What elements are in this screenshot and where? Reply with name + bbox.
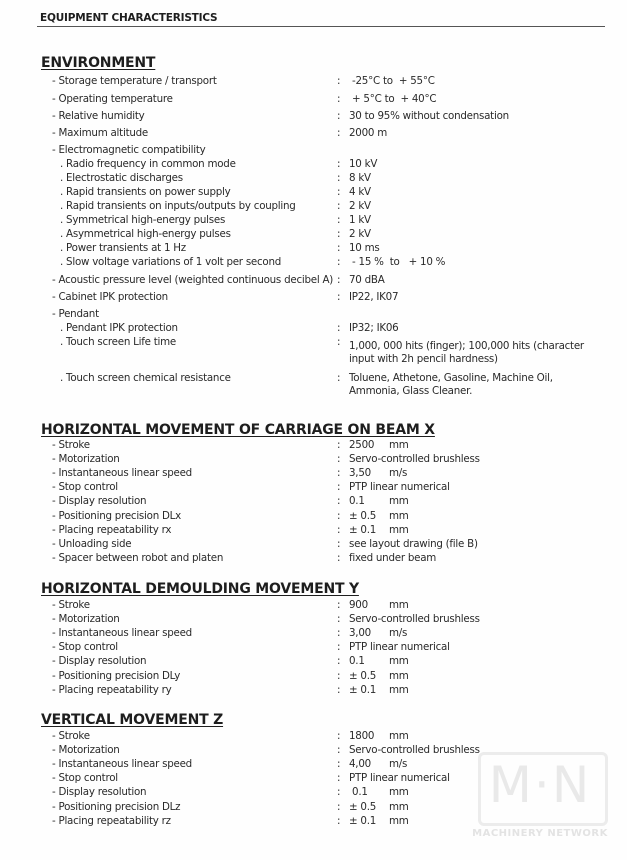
spec-value: + 5°C to + 40°C xyxy=(349,93,437,105)
spec-label: - Acoustic pressure level (weighted continuous decibel A) xyxy=(52,274,334,286)
spec-label: - Display resolution xyxy=(52,495,147,508)
colon: : xyxy=(337,322,341,334)
spec-label: - Display resolution xyxy=(52,786,147,799)
spec-unit: mm xyxy=(389,786,409,799)
section-title-beam-x: HORIZONTAL MOVEMENT OF CARRIAGE ON BEAM X xyxy=(41,422,435,438)
colon: : xyxy=(337,158,341,170)
colon: : xyxy=(337,256,341,268)
spec-label: . Radio frequency in common mode xyxy=(60,158,236,170)
spec-label: . Asymmetrical high-energy pulses xyxy=(60,228,231,240)
spec-number: ± 0.5 xyxy=(349,669,377,682)
spec-label: - Storage temperature / transport xyxy=(52,75,217,87)
colon: : xyxy=(337,599,341,611)
spec-unit: m/s xyxy=(389,758,408,771)
watermark-text: MACHINERY NETWORK xyxy=(472,828,608,839)
colon: : xyxy=(337,669,341,682)
spec-label: - Cabinet IPK protection xyxy=(52,291,168,303)
spec-value: Servo-controlled brushless xyxy=(349,453,480,466)
spec-unit: m/s xyxy=(389,627,408,640)
spec-value: 2000 m xyxy=(349,127,388,139)
colon: : xyxy=(337,641,341,654)
machinery-network-watermark xyxy=(470,752,610,847)
spec-number: 0.1 xyxy=(349,495,365,508)
spec-value: PTP linear numerical xyxy=(349,641,450,654)
spec-value: Servo-controlled brushless xyxy=(349,744,480,757)
spec-label: - Stroke xyxy=(52,439,90,451)
spec-label: - Instantaneous linear speed xyxy=(52,758,192,771)
watermark-logo: M·N xyxy=(488,756,592,814)
spec-value: 1,000, 000 hits (finger); 100,000 hits (character input with 2h pencil hardness) xyxy=(349,340,584,365)
spec-label: - Instantaneous linear speed xyxy=(52,627,192,640)
spec-value: 8 kV xyxy=(349,172,371,184)
spec-label: - Unloading side xyxy=(52,537,132,550)
spec-label: - Positioning precision DLx xyxy=(52,509,182,522)
colon: : xyxy=(337,800,341,813)
colon: : xyxy=(337,655,341,668)
spec-value xyxy=(349,627,407,640)
spec-number: ± 0.5 xyxy=(349,509,377,522)
colon: : xyxy=(337,291,341,303)
colon: : xyxy=(337,467,341,480)
spec-label: - Instantaneous linear speed xyxy=(52,467,192,480)
spec-label: - Positioning precision DLy xyxy=(52,669,181,682)
colon: : xyxy=(337,93,341,105)
spec-unit: m/s xyxy=(389,467,408,480)
spec-label: - Stroke xyxy=(52,730,90,742)
spec-number: ± 0.5 xyxy=(349,800,377,813)
spec-number: 3,50 xyxy=(349,467,371,480)
spec-label: - Spacer between robot and platen xyxy=(52,551,224,564)
spec-label: . Electrostatic discharges xyxy=(60,172,183,184)
colon: : xyxy=(337,495,341,508)
colon: : xyxy=(337,336,341,348)
colon: : xyxy=(337,186,341,198)
colon: : xyxy=(337,453,341,466)
spec-label: - Motorization xyxy=(52,744,120,757)
colon: : xyxy=(337,127,341,139)
colon: : xyxy=(337,214,341,226)
colon: : xyxy=(337,509,341,522)
spec-label: - Placing repeatability rz xyxy=(52,814,171,827)
spec-value xyxy=(349,495,409,508)
spec-unit: mm xyxy=(389,730,409,742)
spec-value: fixed under beam xyxy=(349,551,437,564)
spec-value: PTP linear numerical xyxy=(349,481,450,494)
colon: : xyxy=(337,772,341,785)
spec-label: - Operating temperature xyxy=(52,93,173,105)
colon: : xyxy=(337,200,341,212)
spec-value xyxy=(349,684,409,697)
spec-label: . Pendant IPK protection xyxy=(60,322,178,334)
spec-value: IP22, IK07 xyxy=(349,291,399,303)
spec-number: ± 0.1 xyxy=(349,523,377,536)
spec-label: - Positioning precision DLz xyxy=(52,800,181,813)
spec-label: . Rapid transients on power supply xyxy=(60,186,231,198)
colon: : xyxy=(337,523,341,536)
spec-value xyxy=(349,510,409,523)
spec-value: 1 kV xyxy=(349,214,371,226)
spec-number: ± 0.1 xyxy=(349,814,377,827)
spec-value: -25°C to + 55°C xyxy=(349,75,435,87)
colon: : xyxy=(337,172,341,184)
spec-unit: mm xyxy=(389,669,409,682)
spec-label: - Maximum altitude xyxy=(52,127,149,139)
spec-label: . Power transients at 1 Hz xyxy=(60,242,186,254)
spec-value xyxy=(349,439,409,452)
spec-value xyxy=(349,670,409,683)
spec-label: . Rapid transients on inputs/outputs by coupling xyxy=(60,200,296,212)
spec-label: - Stop control xyxy=(52,641,118,654)
spec-value: Servo-controlled brushless xyxy=(349,613,480,626)
spec-number: 3,00 xyxy=(349,627,371,640)
spec-label: - Pendant xyxy=(52,308,99,320)
title-rule xyxy=(37,26,605,27)
spec-value: 2 kV xyxy=(349,228,371,240)
spec-value xyxy=(349,467,407,480)
spec-number: ± 0.1 xyxy=(349,683,377,696)
spec-value: - 15 % to + 10 % xyxy=(349,256,446,268)
colon: : xyxy=(337,481,341,494)
spec-label: . Symmetrical high-energy pulses xyxy=(60,214,226,226)
colon: : xyxy=(337,551,341,564)
colon: : xyxy=(337,758,341,771)
spec-label: - Relative humidity xyxy=(52,110,145,122)
spec-label: - Stop control xyxy=(52,772,118,785)
spec-value: 10 kV xyxy=(349,158,378,170)
spec-unit: mm xyxy=(389,495,409,508)
colon: : xyxy=(337,814,341,827)
spec-number: 0.1 xyxy=(349,655,365,668)
colon: : xyxy=(337,744,341,757)
spec-number: 900 xyxy=(349,599,368,611)
spec-unit: mm xyxy=(389,800,409,813)
spec-value xyxy=(349,786,409,799)
spec-value: 10 ms xyxy=(349,242,380,254)
spec-value: 4 kV xyxy=(349,186,371,198)
spec-label: - Motorization xyxy=(52,453,120,466)
colon: : xyxy=(337,683,341,696)
spec-unit: mm xyxy=(389,439,409,451)
spec-label: - Motorization xyxy=(52,613,120,626)
spec-number: 0.1 xyxy=(349,786,368,799)
spec-unit: mm xyxy=(389,523,409,536)
spec-unit: mm xyxy=(389,509,409,522)
spec-label: - Placing repeatability ry xyxy=(52,683,172,696)
spec-number: 4,00 xyxy=(349,758,371,771)
colon: : xyxy=(337,627,341,640)
spec-value: see layout drawing (file B) xyxy=(349,537,478,550)
colon: : xyxy=(337,439,341,451)
spec-label: - Stop control xyxy=(52,481,118,494)
spec-value xyxy=(349,655,409,668)
spec-label: - Electromagnetic compatibility xyxy=(52,144,206,156)
spec-unit: mm xyxy=(389,655,409,668)
colon: : xyxy=(337,75,341,87)
colon: : xyxy=(337,242,341,254)
colon: : xyxy=(337,730,341,742)
spec-value xyxy=(349,599,409,612)
colon: : xyxy=(337,110,341,122)
spec-label: - Display resolution xyxy=(52,655,147,668)
spec-value xyxy=(349,801,409,814)
spec-number: 2500 xyxy=(349,439,375,451)
spec-value xyxy=(349,758,407,771)
section-title-demoulding-y: HORIZONTAL DEMOULDING MOVEMENT Y xyxy=(41,581,359,597)
spec-value xyxy=(349,730,409,743)
spec-unit: mm xyxy=(389,814,409,827)
spec-value: IP32; IK06 xyxy=(349,322,399,334)
colon: : xyxy=(337,613,341,626)
section-title-environment: ENVIRONMENT xyxy=(41,55,156,71)
colon: : xyxy=(337,274,341,286)
spec-value: 70 dBA xyxy=(349,274,385,286)
spec-label: - Placing repeatability rx xyxy=(52,523,172,536)
document-title: EQUIPMENT CHARACTERISTICS xyxy=(40,12,218,24)
spec-label: . Touch screen chemical resistance xyxy=(60,372,231,384)
section-title-vertical-z: VERTICAL MOVEMENT Z xyxy=(41,712,224,728)
colon: : xyxy=(337,228,341,240)
spec-label: - Stroke xyxy=(52,599,90,611)
spec-value xyxy=(349,815,409,828)
spec-unit: mm xyxy=(389,599,409,611)
spec-unit: mm xyxy=(389,683,409,696)
spec-value: 30 to 95% without condensation xyxy=(349,110,509,122)
spec-value: Toluene, Athetone, Gasoline, Machine Oil, Ammonia, Glass Cleaner. xyxy=(349,372,553,397)
spec-value xyxy=(349,524,409,537)
spec-value: 2 kV xyxy=(349,200,371,212)
spec-value: PTP linear numerical xyxy=(349,772,450,785)
spec-label: . Touch screen Life time xyxy=(60,336,176,348)
colon: : xyxy=(337,537,341,550)
spec-label: . Slow voltage variations of 1 volt per second xyxy=(60,256,282,268)
spec-number: 1800 xyxy=(349,730,375,742)
colon: : xyxy=(337,786,341,799)
colon: : xyxy=(337,372,341,384)
